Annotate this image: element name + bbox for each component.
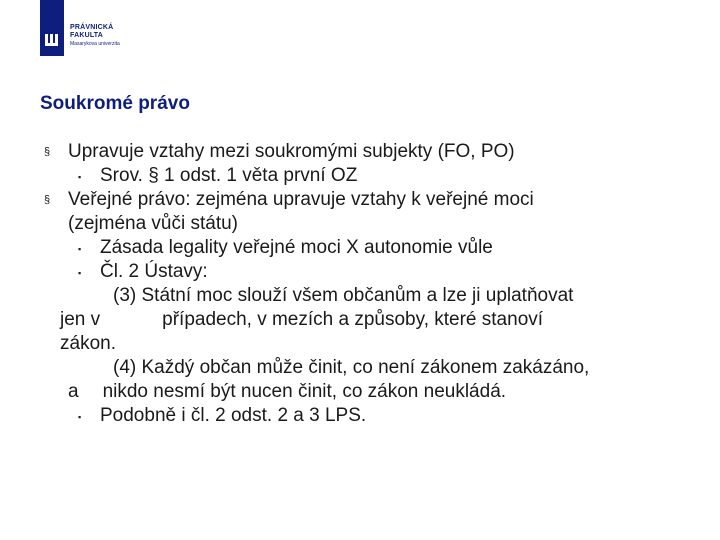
logo-line-2: FAKULTA — [70, 32, 104, 39]
sub-bullet-marker: ▪ — [78, 172, 82, 182]
bullet-marker: § — [44, 194, 51, 206]
quote-3-line-3 — [40, 332, 680, 356]
sub-bullet-marker: ▪ — [78, 268, 82, 278]
bullet-2-2 — [40, 260, 680, 284]
sub-bullet-marker: ▪ — [78, 244, 82, 254]
bullet-2 — [40, 188, 680, 212]
slide-title: Soukromé právo — [40, 93, 190, 114]
bullet-2-3-text: Podobně i čl. 2 odst. 2 a 3 LPS. — [100, 405, 367, 426]
quote-4-text-1: (4) Každý občan může činit, co není zákonem zakázáno, — [113, 357, 590, 378]
quote-3-text-2b: případech, v mezích a způsoby, které stanoví — [162, 309, 544, 330]
bullet-2-text-line-2: (zejména vůči státu) — [68, 213, 239, 234]
bullet-1-1-text: Srov. § 1 odst. 1 věta první OZ — [100, 165, 358, 186]
bullet-2-1 — [40, 236, 680, 260]
quote-4-text-2a: a — [68, 381, 79, 402]
bullet-1-text: Upravuje vztahy mezi soukromými subjekty (FO, PO) — [68, 141, 515, 162]
slide-content — [40, 140, 680, 428]
quote-4-text-2b: nikdo nesmí být nucen činit, co zákon neukládá. — [102, 381, 507, 402]
bullet-1-1 — [40, 164, 680, 188]
quote-3-line-1 — [40, 284, 680, 308]
bullet-2-3 — [40, 404, 680, 428]
bullet-1 — [40, 140, 680, 164]
bullet-2-1-text: Zásada legality veřejné moci X autonomie vůle — [100, 237, 493, 258]
sub-bullet-marker: ▪ — [78, 412, 82, 422]
muni-logo-icon — [40, 28, 64, 52]
quote-3-text-1: (3) Státní moc slouží všem občanům a lze ji uplatňovat — [113, 285, 574, 306]
logo-text — [70, 24, 230, 48]
bullet-marker: § — [44, 146, 51, 158]
quote-3-line-2 — [40, 308, 680, 332]
quote-3-text-2a: jen v — [60, 309, 101, 330]
bullet-2-text-line-1: Veřejné právo: zejména upravuje vztahy k veřejné moci — [68, 189, 534, 210]
quote-3-text-3: zákon. — [60, 333, 116, 354]
bullet-2-2-text: Čl. 2 Ústavy: — [100, 261, 208, 282]
quote-4-line-2 — [40, 380, 680, 404]
logo-line-1: PRÁVNICKÁ — [70, 24, 114, 31]
quote-4-line-1 — [40, 356, 680, 380]
logo-line-3: Masarykova univerzita — [70, 41, 120, 47]
bullet-2-continuation — [40, 212, 680, 236]
